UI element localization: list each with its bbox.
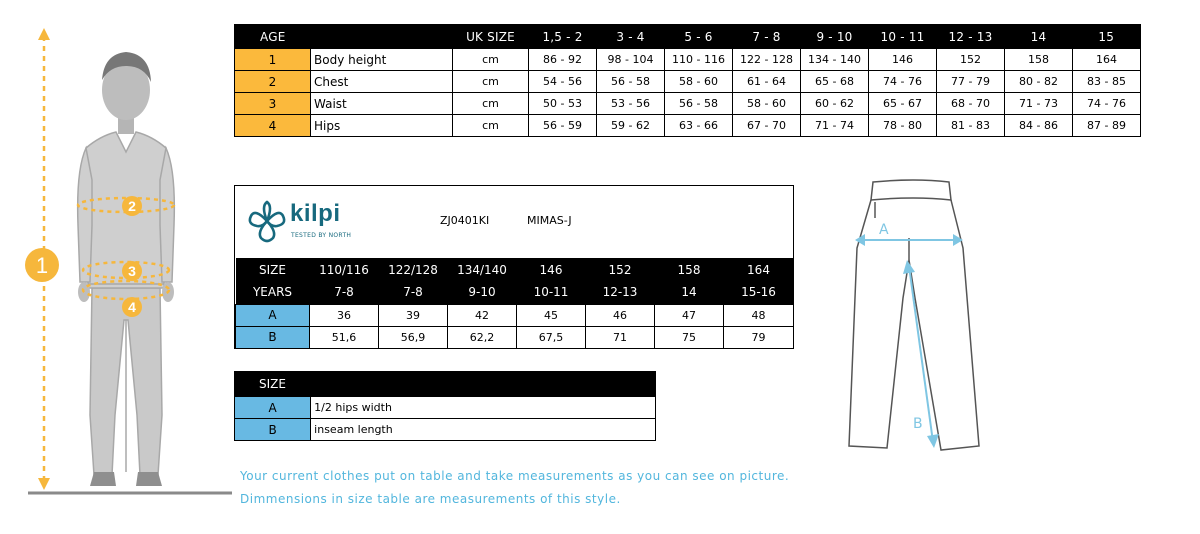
table-cell: 59 - 62 bbox=[597, 115, 665, 137]
table-cell: 36 bbox=[310, 304, 379, 326]
svg-text:3: 3 bbox=[128, 263, 136, 279]
size-col: 164 bbox=[724, 258, 794, 281]
pants-label-a: A bbox=[879, 222, 889, 238]
header-age-col: 14 bbox=[1005, 25, 1073, 49]
pants-drawing bbox=[845, 178, 985, 458]
pants-outline bbox=[849, 180, 979, 450]
table-cell: 146 bbox=[869, 49, 937, 71]
header-age-col: 1,5 - 2 bbox=[529, 25, 597, 49]
header-age-col: 7 - 8 bbox=[733, 25, 801, 49]
table-row bbox=[236, 304, 794, 326]
table-cell: 84 - 86 bbox=[1005, 115, 1073, 137]
table-cell: 78 - 80 bbox=[869, 115, 937, 137]
years-col: 15-16 bbox=[724, 281, 794, 304]
table-row bbox=[235, 71, 1141, 93]
table-cell: 74 - 76 bbox=[1073, 93, 1141, 115]
table-cell: 58 - 60 bbox=[733, 93, 801, 115]
table-cell: 98 - 104 bbox=[597, 49, 665, 71]
years-col: 14 bbox=[655, 281, 724, 304]
years-col: 7-8 bbox=[310, 281, 379, 304]
header-age-col: 5 - 6 bbox=[665, 25, 733, 49]
table-cell: 81 - 83 bbox=[937, 115, 1005, 137]
size-col: 122/128 bbox=[379, 258, 448, 281]
child-measurement-figure bbox=[20, 20, 240, 510]
table-cell: 71 - 73 bbox=[1005, 93, 1073, 115]
years-col: 9-10 bbox=[448, 281, 517, 304]
table-row bbox=[235, 397, 656, 419]
product-size-table bbox=[235, 258, 794, 349]
row-index: 2 bbox=[235, 71, 311, 93]
svg-text:4: 4 bbox=[128, 299, 136, 315]
row-index: 3 bbox=[235, 93, 311, 115]
table-cell: 42 bbox=[448, 304, 517, 326]
row-index: B bbox=[236, 326, 310, 348]
instruction-note: Your current clothes put on table and take measurements as you can see on picture. bbox=[240, 469, 790, 483]
header-age-col: 9 - 10 bbox=[801, 25, 869, 49]
dimensions-note: Dimmensions in size table are measurements of this style. bbox=[240, 492, 621, 506]
row-unit: cm bbox=[453, 93, 529, 115]
table-cell: 74 - 76 bbox=[869, 71, 937, 93]
row-index: A bbox=[236, 304, 310, 326]
header-spacer bbox=[311, 25, 453, 49]
svg-text:1: 1 bbox=[35, 253, 49, 278]
table-cell: 56,9 bbox=[379, 326, 448, 348]
pants-arrow-b-bottom bbox=[927, 434, 939, 448]
table-cell: 83 - 85 bbox=[1073, 71, 1141, 93]
marker-waist bbox=[122, 261, 142, 281]
legend-text: inseam length bbox=[311, 419, 656, 441]
row-unit: cm bbox=[453, 71, 529, 93]
row-index: B bbox=[235, 419, 311, 441]
table-row bbox=[235, 115, 1141, 137]
table-cell: 60 - 62 bbox=[801, 93, 869, 115]
table-cell: 67,5 bbox=[517, 326, 586, 348]
table-cell: 50 - 53 bbox=[529, 93, 597, 115]
row-index: 1 bbox=[235, 49, 311, 71]
years-col: 7-8 bbox=[379, 281, 448, 304]
marker-chest bbox=[122, 196, 142, 216]
table-cell: 53 - 56 bbox=[597, 93, 665, 115]
table-cell: 68 - 70 bbox=[937, 93, 1005, 115]
table-cell: 110 - 116 bbox=[665, 49, 733, 71]
years-col: 12-13 bbox=[586, 281, 655, 304]
marker-height bbox=[25, 248, 59, 282]
table-cell: 71 - 74 bbox=[801, 115, 869, 137]
table-cell: 56 - 59 bbox=[529, 115, 597, 137]
row-unit: cm bbox=[453, 49, 529, 71]
table-cell: 122 - 128 bbox=[733, 49, 801, 71]
size-table-header bbox=[235, 25, 1141, 49]
product-size-panel bbox=[234, 185, 794, 349]
height-arrow-bottom bbox=[38, 478, 50, 490]
table-cell: 56 - 58 bbox=[597, 71, 665, 93]
table-cell: 164 bbox=[1073, 49, 1141, 71]
header-age-col: 15 bbox=[1073, 25, 1141, 49]
table-cell: 46 bbox=[586, 304, 655, 326]
table-row bbox=[235, 49, 1141, 71]
size-col: 134/140 bbox=[448, 258, 517, 281]
table-cell: 75 bbox=[655, 326, 724, 348]
table-cell: 51,6 bbox=[310, 326, 379, 348]
years-label: YEARS bbox=[236, 281, 310, 304]
table-cell: 86 - 92 bbox=[529, 49, 597, 71]
size-col: 152 bbox=[586, 258, 655, 281]
kilpi-logo bbox=[245, 196, 355, 248]
row-label: Waist bbox=[311, 93, 453, 115]
table-row bbox=[236, 326, 794, 348]
row-label: Body height bbox=[311, 49, 453, 71]
table-cell: 58 - 60 bbox=[665, 71, 733, 93]
sizes-header-row bbox=[236, 258, 794, 281]
table-cell: 158 bbox=[1005, 49, 1073, 71]
table-cell: 56 - 58 bbox=[665, 93, 733, 115]
size-label: SIZE bbox=[236, 258, 310, 281]
row-index: 4 bbox=[235, 115, 311, 137]
brand-tagline: TESTED BY NORTH bbox=[291, 232, 352, 239]
pants-label-b: B bbox=[913, 416, 923, 432]
size-col: 158 bbox=[655, 258, 724, 281]
table-cell: 65 - 67 bbox=[869, 93, 937, 115]
header-age-col: 12 - 13 bbox=[937, 25, 1005, 49]
row-label: Hips bbox=[311, 115, 453, 137]
table-row bbox=[235, 93, 1141, 115]
table-cell: 134 - 140 bbox=[801, 49, 869, 71]
table-cell: 54 - 56 bbox=[529, 71, 597, 93]
table-row bbox=[235, 419, 656, 441]
size-col: 146 bbox=[517, 258, 586, 281]
svg-text:2: 2 bbox=[128, 198, 136, 214]
table-cell: 63 - 66 bbox=[665, 115, 733, 137]
table-cell: 77 - 79 bbox=[937, 71, 1005, 93]
table-cell: 45 bbox=[517, 304, 586, 326]
legend-text: 1/2 hips width bbox=[311, 397, 656, 419]
table-cell: 39 bbox=[379, 304, 448, 326]
measurement-legend-table bbox=[234, 371, 656, 441]
product-code: ZJ0401KI bbox=[440, 214, 490, 227]
legend-header-row bbox=[235, 372, 656, 397]
table-cell: 48 bbox=[724, 304, 794, 326]
height-arrow-top bbox=[38, 28, 50, 40]
row-label: Chest bbox=[311, 71, 453, 93]
kilpi-knot-icon bbox=[245, 196, 289, 246]
legend-header-spacer bbox=[311, 372, 656, 397]
header-age-col: 3 - 4 bbox=[597, 25, 665, 49]
table-cell: 61 - 64 bbox=[733, 71, 801, 93]
table-cell: 71 bbox=[586, 326, 655, 348]
size-table bbox=[234, 24, 1141, 137]
table-cell: 62,2 bbox=[448, 326, 517, 348]
table-cell: 65 - 68 bbox=[801, 71, 869, 93]
table-cell: 152 bbox=[937, 49, 1005, 71]
row-unit: cm bbox=[453, 115, 529, 137]
table-cell: 80 - 82 bbox=[1005, 71, 1073, 93]
legend-header: SIZE bbox=[235, 372, 311, 397]
table-cell: 67 - 70 bbox=[733, 115, 801, 137]
brand-name: kilpi bbox=[290, 200, 341, 227]
years-header-row bbox=[236, 281, 794, 304]
years-col: 10-11 bbox=[517, 281, 586, 304]
header-age-col: 10 - 11 bbox=[869, 25, 937, 49]
table-cell: 47 bbox=[655, 304, 724, 326]
header-uk-size: UK SIZE bbox=[453, 25, 529, 49]
table-cell: 79 bbox=[724, 326, 794, 348]
table-cell: 87 - 89 bbox=[1073, 115, 1141, 137]
size-col: 110/116 bbox=[310, 258, 379, 281]
row-index: A bbox=[235, 397, 311, 419]
product-header bbox=[235, 186, 793, 258]
product-model: MIMAS-J bbox=[527, 214, 572, 227]
marker-hips bbox=[122, 297, 142, 317]
header-age: AGE bbox=[235, 25, 311, 49]
